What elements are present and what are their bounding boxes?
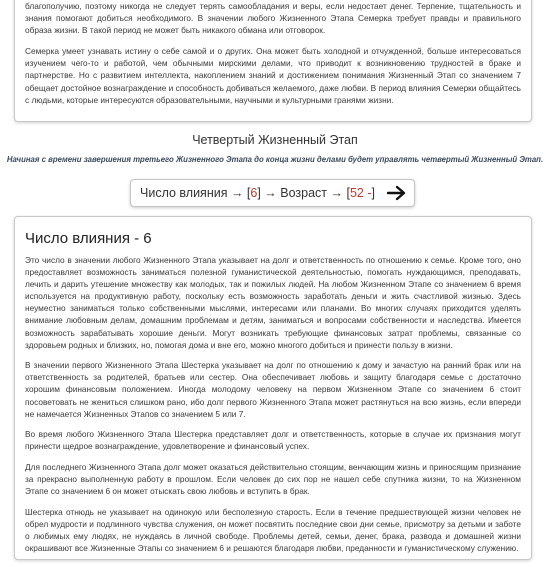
arrow-right-icon[interactable] — [386, 184, 408, 202]
influence-number: 6 — [250, 186, 258, 200]
stage-title: Четвертый Жизненный Этап — [192, 133, 358, 147]
stage-subtitle: Начиная с времени завершения третьего Жизненного Этапа до конца жизни делами будет управлять четвертый Жизненный Этап. — [6, 155, 544, 164]
age-label: ] → Возраст → [ — [257, 186, 350, 200]
influence-heading: Число влияния - 6 — [25, 230, 152, 247]
influence-label: Число влияния → [ — [140, 186, 251, 200]
paragraph: благополучию, поэтому никогда не следует терять самообладания и веры, если недостает денег. Терпение, тщательность и знания помогают добиться необходимого. В значении любого Жизненного Этапа Семерка требует правды и правильного образа жизни. В такой период не может быть никакого обмана или отговорок. — [25, 1, 521, 36]
previous-stage-card — [14, 0, 532, 122]
stage-summary-box — [130, 179, 415, 207]
paragraph: Это число в значении любого Жизненного Этапа указывает на долг и ответственность по отношению к семье. Кроме того, оно предоставляет возможность заниматься полезной гуманистической деятельностью, помогать нуждающимся, преподавать, лечить и дарить утешение множеству как молодых, так и пожилых людей. На любом Жизненном Этапе со значением 6 время используется на продуктивную работу, поскольку есть возможность заработать деньги и жить счастливой жизнью. Здесь неуместно заниматься только собственными мыслями, интересами или планами. Во многих случаях приходится уделять внимание любовным делам, домашним проблемам и детям, заниматься и вопросами собственности и наследства. Имеется возможность зарабатывать хорошие деньги. Могут возникать требующие финансовых затрат проблемы, связанные со здоровьем родных и близких, но, помогая дома и вне его, можно многого добиться и принести пользу в жизни. — [25, 255, 521, 350]
age-value: 52 - — [349, 186, 372, 200]
paragraph: В значении первого Жизненного Этапа Шестерка указывает на долг по отношению к дому и зачастую на ранний брак или на ответственность за родителей, братьев или сестер. Она обеспечивает любовь и защиту благодаря семье с достаточно хорошим финансовым положением. Иногда молодому человеку на первом Жизненном Этапе со значением 6 стоит посоветовать не жениться слишком рано, ибо долг первого Жизненного Этапа может растянуться на всю жизнь, если впереди не намечается Жизненных Этапов со значением 5 или 7. — [25, 360, 521, 419]
bracket-end: ] — [371, 186, 375, 200]
paragraph: Семерка умеет узнавать истину о себе самой и о других. Она может быть холодной и отчужденной, больше интересоваться изучением чего-то и работой, чем обычными мирскими делами, что приводит к возникновению трудностей в браке и партнерстве. Но с развитием интеллекта, накоплением знаний и достижением понимания Жизненный Этап со значением 7 обещает достойное вознаграждение и способность добиваться желаемого, даже любви. В период влияния Семерки общайтесь с людьми, которые интересуются образовательными, научными и культурными гранями жизни. — [25, 46, 521, 105]
influence-card — [14, 216, 532, 560]
paragraph: Во время любого Жизненного Этапа Шестерка представляет долг и ответственность, которые в случае их признания могут принести щедрое вознаграждение, удовлетворение и финансовый успех. — [25, 429, 521, 452]
paragraph: Шестерка отнюдь не указывает на одинокую или бесполезную старость. Если в течение предшествующей жизни человек не обрел мудрости и подлинного чувства служения, он может посвятить последние свои дни семье, присмотру за детьми и заботе о любимых ему людях, не нуждаясь в личной свободе. Проблемы детей, семьи, денег, брака, развода и домашней жизни окрашивают все Жизненные Этапы со значением 6 и решаются благодаря любви, преданности и гуманистическому служению. — [25, 506, 521, 553]
paragraph: Для последнего Жизненного Этапа долг может оказаться действительно стоящим, венчающим жизнь и приносящим признание за прекрасно выполненную работу в прошлом. Если человек до сих пор не нашел себе спутника жизни, то на Жизненном Этапе со значением 6 он может отыскать свою любовь и вступить в брак. — [25, 461, 521, 497]
